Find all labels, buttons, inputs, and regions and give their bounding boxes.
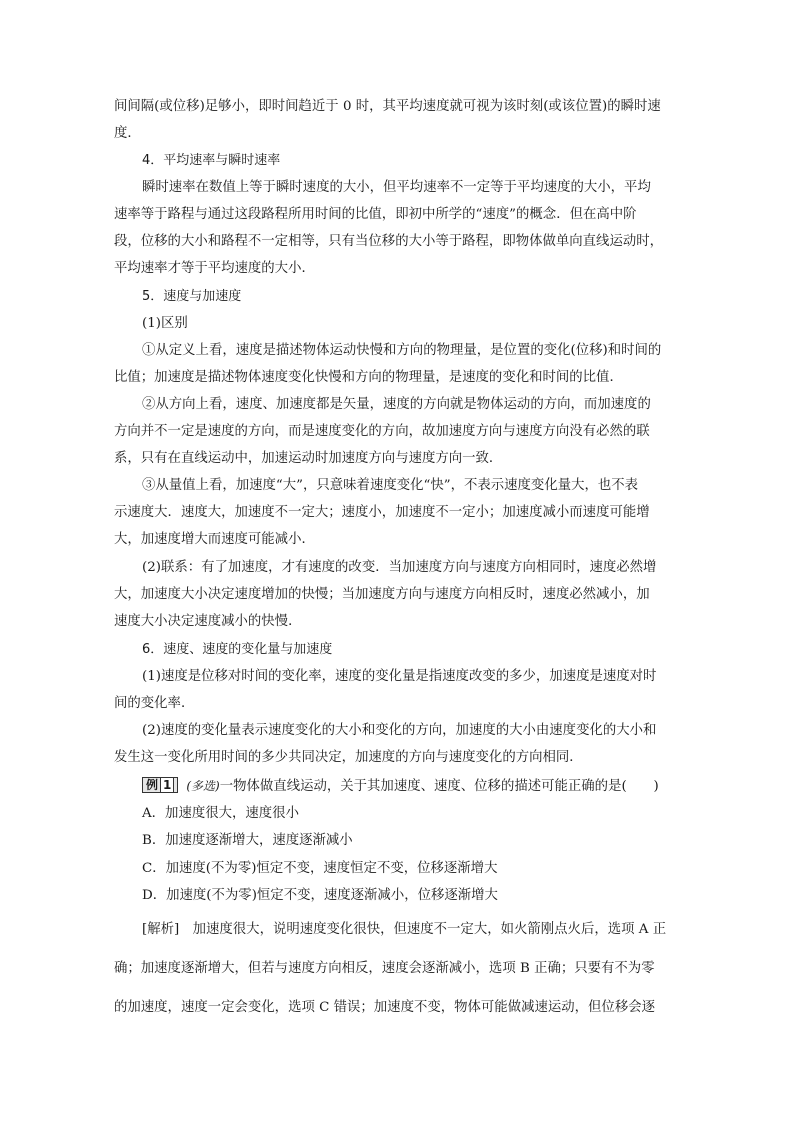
- example-question: [142, 773, 684, 800]
- solution-line: 的加速度，速度一定会变化，选项 C 错误；加速度不变，物体可能做减速运动，但位移会逐: [114, 1000, 655, 1015]
- text-line: 示速度大．速度大，加速度不一定大；速度小，加速度不一定小；加速度减小而速度可能增: [114, 505, 650, 520]
- subheading-difference: (1)区别: [142, 316, 188, 331]
- text-line: (1)速度是位移对时间的变化率，速度的变化量是指速度改变的多少，加速度是速度对时: [142, 669, 657, 684]
- section-heading-5: 5．速度与加速度: [142, 289, 242, 304]
- text-line: 度．: [114, 126, 141, 141]
- option-b: B．加速度逐渐增大，速度逐渐减小: [142, 833, 353, 848]
- text-line: 系，只有在直线运动中，加速运动时加速度方向与速度方向一致．: [114, 451, 503, 466]
- text-line: 间的变化率．: [114, 696, 195, 711]
- solution-line: 确；加速度逐渐增大，但若与速度方向相反，速度会逐渐减小，选项 B 正确；只要有不为零: [114, 961, 655, 976]
- solution-line: [解析] 加速度很大，说明速度变化很快，但速度不一定大，如火箭刚点火后，选项 A 正: [142, 922, 667, 937]
- text-line: ③从量值上看，加速度“大”，只意味着速度变化“快”，不表示速度变化量大，也不表: [142, 478, 639, 493]
- text-line: (2)联系：有了加速度，才有速度的改变．当加速度方向与速度方向相同时，速度必然增: [142, 560, 657, 575]
- question-text: 一物体做直线运动，关于其加速度、速度、位移的描述可能正确的是( ): [219, 779, 659, 794]
- text-line: 发生这一变化所用时间的多少共同决定，加速度的方向与速度变化的方向相同．: [114, 750, 583, 765]
- text-line: 速率等于路程与通过这段路程所用时间的比值，即初中所学的“速度”的概念．但在高中阶: [114, 207, 637, 222]
- option-a: A．加速度很大，速度很小: [142, 806, 299, 821]
- text-line: 大，加速度大小决定速度增加的快慢；当加速度方向与速度方向相反时，速度必然减小，加: [114, 587, 650, 602]
- text-line: (2)速度的变化量表示速度变化的大小和变化的方向，加速度的大小由速度变化的大小和: [142, 723, 657, 738]
- text-line: 比值；加速度是描述物体速度变化快慢和方向的物理量，是速度的变化和时间的比值．: [114, 370, 623, 385]
- text-line: 间间隔(或位移)足够小，即时间趋近于 0 时，其平均速度就可视为该时刻(或该位置)的瞬时速: [114, 99, 661, 114]
- example-badge: 例 1: [142, 777, 178, 793]
- section-heading-6: 6．速度、速度的变化量与加速度: [142, 642, 333, 657]
- option-d: D．加速度(不为零)恒定不变，速度逐渐减小，位移逐渐增大: [142, 888, 498, 903]
- option-c: C．加速度(不为零)恒定不变，速度恒定不变，位移逐渐增大: [142, 861, 498, 876]
- text-line: 大，加速度增大而速度可能减小．: [114, 532, 315, 547]
- text-line: 速度大小决定速度减小的快慢．: [114, 614, 302, 629]
- multi-choice-tag: (多选): [186, 779, 220, 793]
- section-heading-4: 4．平均速率与瞬时速率: [142, 153, 281, 168]
- text-line: 段，位移的大小和路程不一定相等，只有当位移的大小等于路程，即物体做单向直线运动时，: [114, 234, 664, 249]
- text-line: ②从方向上看，速度、加速度都是矢量，速度的方向就是物体运动的方向，而加速度的: [142, 397, 651, 412]
- text-line: 平均速率才等于平均速度的大小．: [114, 261, 315, 276]
- text-line: 方向并不一定是速度的方向，而是速度变化的方向，故加速度方向与速度方向没有必然的联: [114, 424, 650, 439]
- text-line: ①从定义上看，速度是描述物体运动快慢和方向的物理量，是位置的变化(位移)和时间的: [142, 343, 662, 358]
- text-line: 瞬时速率在数值上等于瞬时速度的大小，但平均速率不一定等于平均速度的大小，平均: [142, 180, 651, 195]
